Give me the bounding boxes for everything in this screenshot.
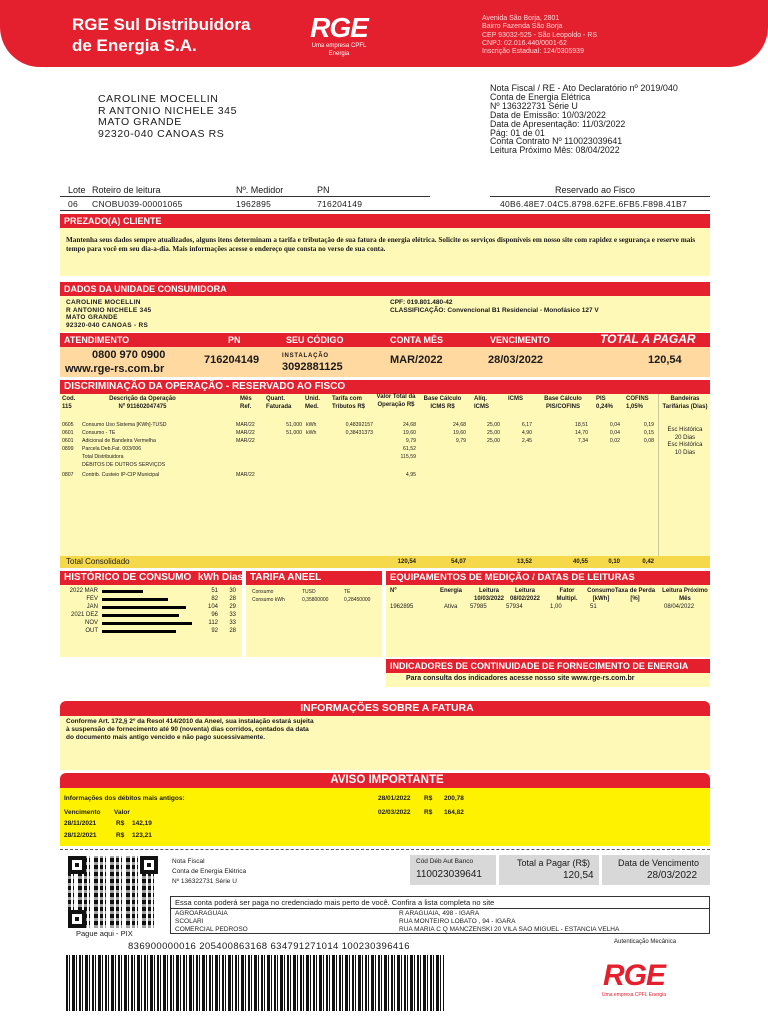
disc-cell-v: 61,52 (403, 446, 416, 452)
pix-label: Pague aqui - PIX (76, 929, 133, 938)
hist-kwh: 51 (211, 588, 218, 594)
disc-cell-cod: 0899 (62, 446, 74, 452)
rge-logo: RGE Uma empresa CPFL Energia (310, 12, 368, 57)
disc-cell-a: 25,00 (487, 438, 500, 444)
tarifa-title: TARIFA ANEEL (246, 571, 382, 585)
total-consolidado-row: Total Consolidado 120,54 54,07 13,52 40,55 0,10 0,42 (60, 556, 710, 568)
disc-cell-desc: Adicional de Bandeira Vermelha (82, 438, 156, 444)
disc-cell-mes: MAR/22 (236, 430, 255, 436)
informacoes-section (60, 716, 710, 770)
hist-month: FEV (86, 596, 98, 602)
barcode-digits: 836900000016 205400863168 634791271014 100230396416 (128, 941, 410, 952)
disc-cell-a: 25,00 (487, 430, 500, 436)
aviso-title: AVISO IMPORTANTE (60, 773, 710, 788)
bandeiras-list: Esc Histórica 20 Dias Esc Histórica 10 Dias (667, 427, 703, 456)
hist-dias: 30 (229, 588, 236, 594)
rge-logo-bottom: RGE Uma empresa CPFL Energia (601, 959, 666, 998)
hist-kwh: 96 (211, 612, 218, 618)
disc-cell-cod: 0807 (62, 472, 74, 478)
informacoes-title: INFORMAÇÕES SOBRE A FATURA (60, 701, 710, 716)
phone-number: 0800 970 0900 (92, 349, 166, 361)
hist-bar (102, 598, 168, 601)
disc-cell-i: 6,17 (521, 422, 532, 428)
disc-cell-cod: 0601 (62, 438, 74, 444)
prezado-text: Mantenha seus dados sempre atualizados, alguns itens determinam a tarifa e tributação de sua fatura de energia elétrica. Solicite os serviços disponíveis em nosso site com rapidez e segurança e reserve mais tempo para você em seu dia-a-dia. Mais informações acesse o endereço que consta no verso de sua conta. (66, 236, 696, 253)
hist-bar (102, 614, 179, 617)
disc-cell-b: 24,68 (453, 422, 466, 428)
indicadores-title: INDICADORES DE CONTINUIDADE DE FORNECIMENTO DE ENERGIA (386, 659, 710, 673)
disc-cell-c: 0,19 (643, 422, 654, 428)
disc-cell-desc: Parcela Deb.Fat. 003/006 (82, 446, 142, 452)
venc-value: 28/03/2022 (488, 354, 544, 366)
payment-barcode (66, 955, 444, 1011)
historico-chart (60, 585, 242, 657)
disc-cell-c: 0,08 (643, 438, 654, 444)
cut-line (60, 849, 710, 850)
disc-cell-u: kWh (306, 422, 317, 428)
hist-kwh: 82 (211, 596, 218, 602)
disc-cell-t: 0,38431373 (345, 430, 373, 436)
disc-cell-desc: DÉBITOS DE OUTROS SERVIÇOS (82, 462, 166, 468)
discriminacao-title: DISCRIMINAÇÃO DA OPERAÇÃO - RESERVADO AO FISCO (60, 380, 710, 394)
tarifa-section: Consumo TUSD TE Consumo kWh 0,35800000 0,28450000 (246, 585, 382, 657)
disc-cell-bp: 18,51 (575, 422, 588, 428)
disc-cell-v: 4,95 (405, 472, 416, 478)
hist-dias: 33 (229, 612, 236, 618)
hist-bar (102, 606, 186, 609)
hist-bar (102, 590, 143, 593)
total-value: 120,54 (648, 354, 682, 366)
hist-kwh: 104 (207, 604, 218, 610)
disc-cell-v: 115,59 (400, 454, 416, 460)
disc-cell-desc: Total Distribuidora (82, 454, 124, 460)
stub-cod-box: Cód Déb Aut Banco 110023039641 (410, 855, 496, 885)
prezado-section (60, 228, 710, 276)
disc-cell-b: 9,79 (455, 438, 466, 444)
hist-kwh: 112 (208, 620, 218, 626)
disc-cell-p: 0,04 (609, 422, 620, 428)
disc-cell-a: 25,00 (487, 422, 500, 428)
hist-bar (102, 630, 176, 633)
equip-title: EQUIPAMENTOS DE MEDIÇÃO / DATAS DE LEITURAS (386, 571, 710, 585)
disc-cell-p: 0,02 (609, 438, 620, 444)
company-address: Avenida São Borja, 2801 Bairro Fazenda São Borja CEP 93032-525 - São Leopoldo - RS CNPJ: 02.016.440/0001-62 Inscrição Estadual: 124/0305939 (482, 15, 598, 56)
disc-cell-i: 4,90 (521, 430, 532, 436)
disc-cell-mes: MAR/22 (236, 472, 255, 478)
company-name: RGE Sul Distribuidora de Energia S.A. (72, 15, 251, 55)
site-link[interactable]: www.rge-rs.com.br (65, 363, 165, 375)
unidade-title: DADOS DA UNIDADE CONSUMIDORA (60, 282, 710, 296)
disc-cell-i: 2,45 (521, 438, 532, 444)
hist-dias: 28 (229, 628, 236, 634)
pn-value: 716204149 (204, 354, 260, 366)
disc-cell-desc: Contrib. Custeio IP-CIP Municipal (82, 472, 160, 478)
informacoes-text: Conforme Art. 172,§ 2º da Resol 414/2010 da Aneel, sua instalação estará sujeita à suspensão de fornecimento até 90 (noventa) dias corridos, contados da data do documento mais antigo vencido e não pago sucessivamente. (66, 718, 314, 742)
discriminacao-table: Cod. 115 Descrição da Operação Nº 911602047475 Mês Ref. Quant. Faturada Unid. Med. Tarifa com Tributos R$ Valor Total da Operação R$ Base Cálculo ICMS R$ Alíq. ICMS ICMS Base Cálculo PIS/COFINS PIS 0,24% COFINS 1,05% Bandeiras Tarifárias (Dias) Esc Histórica 20 Dias Esc Histórica 10 Dias 0605 Consumo Uso Sistema [KWh]-TUSD MAR/22 51,000 kWh 0,48392157 24,68 24,68 25,00 6,17 18,51 0,04 0,19 0601 Consumo - TE MAR/22 51,000 kWh 0,38431373 19,60 19,60 25,00 4,90 14,70 0,04 0,15 0601 Adicional de Bandeira Vermelha MAR/22 9,79 9,79 25,00 2,45 7,34 0,02 0,08 0899 Parcela Deb.Fat. 003/006 61,52 Total Distribuidora 115,59 DÉBITOS DE OUTROS SERVIÇOS 0807 Contrib. Custeio IP-CIP Municipal MAR/22 4,95 (60, 394, 710, 566)
disc-cell-t: 0,48392157 (345, 422, 373, 428)
disc-cell-u: kWh (306, 430, 317, 436)
stub-venc-box: Data de Vencimento 28/03/2022 (602, 855, 710, 885)
disc-cell-p: 0,04 (609, 430, 620, 436)
disc-cell-cod: 0601 (62, 430, 74, 436)
client-address: CAROLINE MOCELLIN R ANTONIO NICHELE 345 MATO GRANDE 92320-040 CANOAS RS (98, 93, 238, 140)
invoice-info: Nota Fiscal / RE - Ato Declaratório nº 2019/040 Conta de Energia Elétrica Nº 136322731 Série U Data de Emissão: 10/03/2022 Data de Apresentação: 11/03/2022 Pág: 01 de 01 Conta Contrato Nº 110023039641 Leitura Próximo Mês: 08/04/2022 (490, 83, 678, 156)
unidade-address: CAROLINE MOCELLIN R ANTONIO NICHELE 345 MATO GRANDE 92320-040 CANOAS - RS (66, 299, 152, 329)
hist-dias: 28 (229, 596, 236, 602)
unidade-section (60, 296, 710, 332)
disc-cell-mes: MAR/22 (236, 438, 255, 444)
equip-section: Nº Energia Leitura 10/03/2022 Leitura 08/02/2022 Fator Multipl. Consumo [kWh] Taxa de Perda [%] Leitura Próximo Mês 1962895 Ativa 57985 57934 1,00 51 08/04/2022 (386, 585, 710, 657)
atendimento-header: ATENDIMENTO PN SEU CÓDIGO CONTA MÊS VENCIMENTO TOTAL A PAGAR (60, 333, 710, 347)
disc-cell-q: 51,000 (286, 422, 302, 428)
disc-cell-bp: 14,70 (575, 430, 588, 436)
prezado-title: PREZADO(A) CLIENTE (60, 214, 710, 228)
pix-qr-code[interactable] (68, 856, 158, 928)
route-info: Lote Roteiro de leitura Nº. Medidor PN Reservado ao Fisco 06 CNOBU039-00001065 1962895 716204149 40B6.48E7.04C5.8798.62FE.6FB5.F898.41B7 (60, 184, 710, 212)
hist-month: 2022 MAR (69, 588, 98, 594)
historico-title: HISTÓRICO DE CONSUMO kWh Dias (60, 571, 242, 585)
auth-label: Autenticação Mecânica (614, 939, 677, 945)
hist-kwh: 92 (211, 628, 218, 634)
hist-month: 2021 DEZ (70, 612, 98, 618)
agents-box: Essa conta poderá ser paga no credenciado mais perto de você. Confira a lista completa no site AGROARAGUAIA SCOLARI COMERCIAL PEDROSO R ARAGUAIA, 498 - IGARA RUA MONTEIRO LOBATO , 94 - IGARA RUA MARIA C Q MANCZENSKI 20 VILA SAO MIGUEL - ESTANCIA VELHA (170, 896, 710, 934)
disc-cell-desc: Consumo - TE (82, 430, 116, 436)
disc-cell-mes: MAR/22 (236, 422, 255, 428)
hist-dias: 29 (229, 604, 236, 610)
disc-cell-desc: Consumo Uso Sistema [KWh]-TUSD (82, 422, 167, 428)
unidade-cpf: CPF: 019.801.480-42 CLASSIFICAÇÃO: Convencional B1 Residencial - Monofásico 127 V (390, 299, 599, 314)
disc-cell-v: 24,68 (403, 422, 416, 428)
disc-cell-bp: 7,34 (577, 438, 588, 444)
hist-month: JAN (86, 604, 98, 610)
hist-bar (102, 622, 192, 625)
codigo-value: 3092881125 (282, 361, 343, 373)
stub-invoice-info: Nota Fiscal Conta de Energia Elétrica Nº 136322731 Série U (172, 858, 247, 885)
indicadores-text: Para consulta dos indicadores acesse nosso site www.rge-rs.com.br (386, 673, 710, 687)
disc-cell-c: 0,15 (643, 430, 654, 436)
disc-cell-v: 9,79 (405, 438, 416, 444)
disc-cell-cod: 0605 (62, 422, 74, 428)
aviso-section: Informações dos débitos mais antigos: Vencimento Valor 28/11/2021 R$ 142,19 28/12/2021 R$ 123,21 28/01/2022 R$ 200,78 02/03/2022 R$ 164,82 (60, 788, 710, 846)
hist-dias: 33 (229, 620, 236, 626)
hist-month: NOV (84, 620, 98, 626)
stub-total-box: Total a Pagar (R$) 120,54 (499, 855, 599, 885)
disc-cell-b: 19,60 (453, 430, 466, 436)
hist-month: OUT (85, 628, 98, 634)
disc-cell-v: 19,60 (403, 430, 416, 436)
mes-value: MAR/2022 (390, 354, 443, 366)
disc-cell-q: 51,000 (286, 430, 302, 436)
atendimento-values: 0800 970 0900 www.rge-rs.com.br 716204149 INSTALAÇÃO 3092881125 MAR/2022 28/03/2022 120,54 (60, 347, 710, 377)
